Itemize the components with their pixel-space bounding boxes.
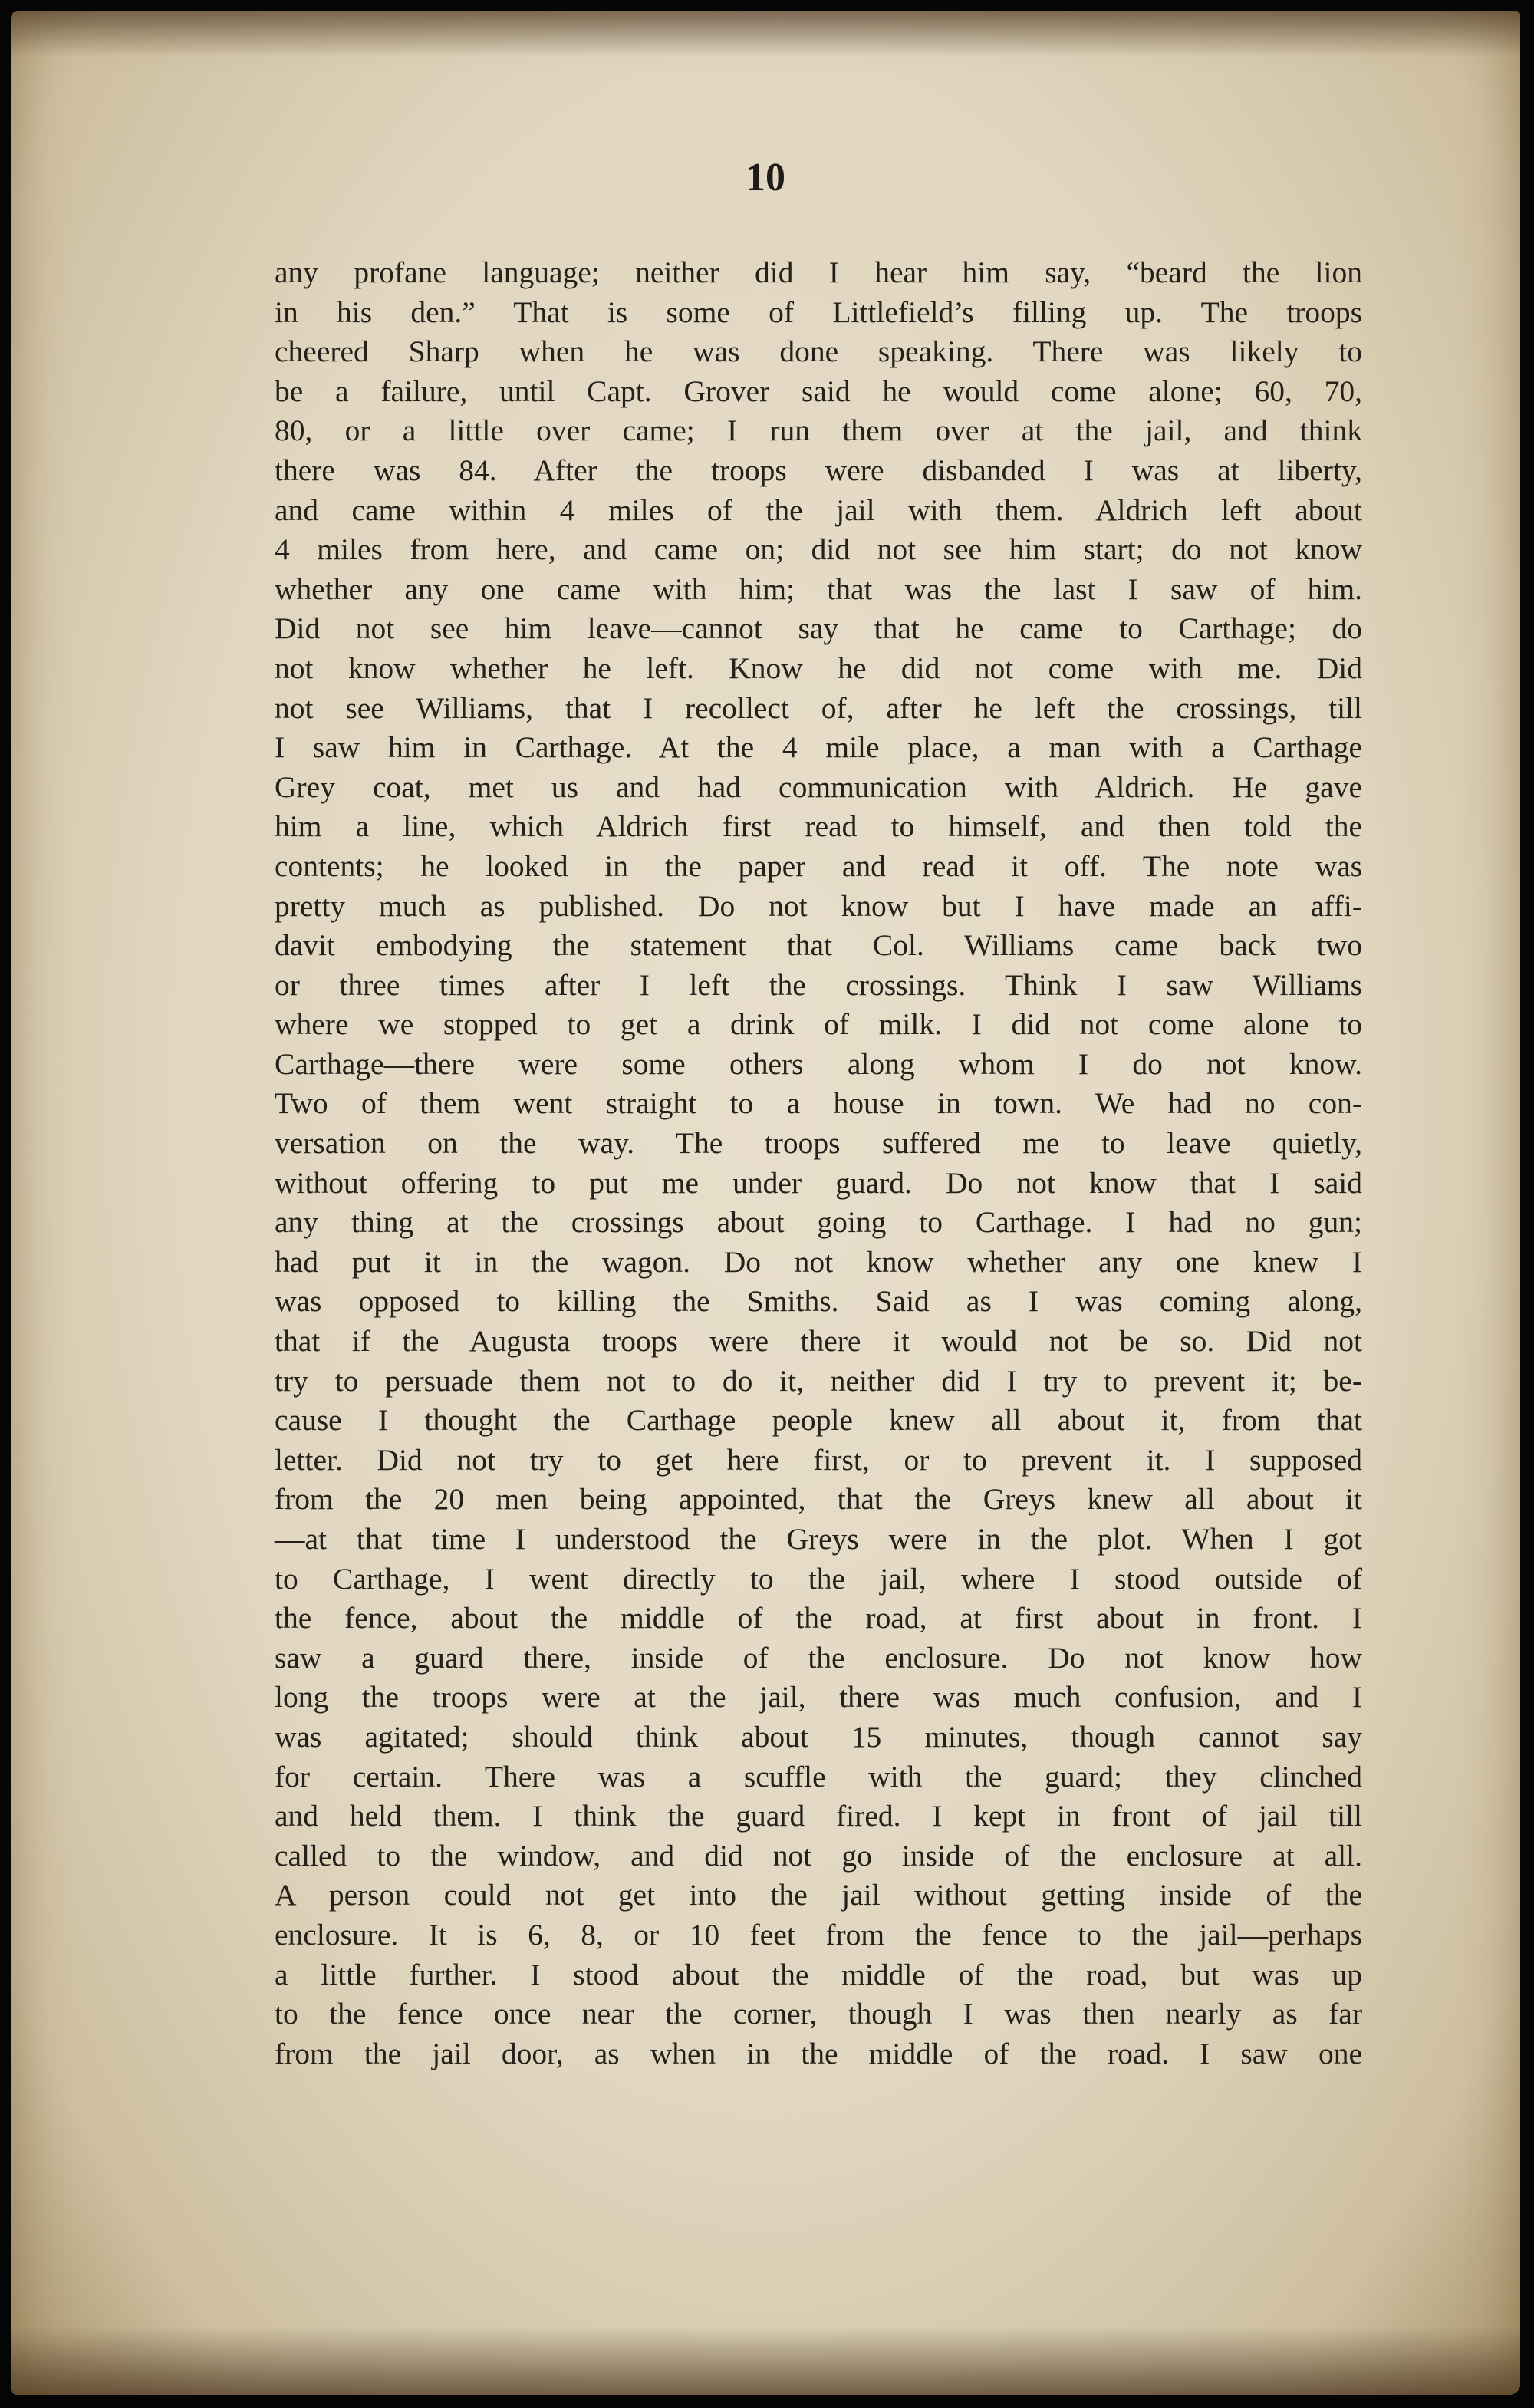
body-text	[275, 253, 1362, 2074]
text-line: Two of them went straight to a house in town. We had no con-	[275, 1086, 1362, 1121]
text-line: that if the Augusta troops were there it would not be so. Did not	[275, 1324, 1362, 1359]
text-line: there was 84. After the troops were disbanded I was at liberty,	[275, 453, 1362, 487]
text-line: or three times after I left the crossings. Think I saw Williams	[275, 967, 1362, 1002]
text-line: whether any one came with him; that was the last I saw of him.	[275, 572, 1362, 606]
text-line: pretty much as published. Do not know but I have made an affi-	[275, 888, 1362, 923]
page-bottom-edge	[11, 2326, 1520, 2395]
text-line: was opposed to killing the Smiths. Said as I was coming along,	[275, 1284, 1362, 1319]
page-number: 10	[746, 156, 785, 199]
text-line: Grey coat, met us and had communication with Aldrich. He gave	[275, 769, 1362, 804]
text-line: contents; he looked in the paper and read it off. The note was	[275, 848, 1362, 883]
text-line: enclosure. It is 6, 8, or 10 feet from the fence to the jail—perhaps	[275, 1917, 1362, 1952]
text-line: a little further. I stood about the middle of the road, but was up	[275, 1957, 1362, 1991]
text-line: without offering to put me under guard. Do not know that I said	[275, 1165, 1362, 1200]
text-line: —at that time I understood the Greys were in the plot. When I got	[275, 1522, 1362, 1556]
text-line: try to persuade them not to do it, neither did I try to prevent it; be-	[275, 1363, 1362, 1398]
text-line: to the fence once near the corner, though I was then nearly as far	[275, 1997, 1362, 2031]
text-line: any thing at the crossings about going to Carthage. I had no gun;	[275, 1205, 1362, 1240]
text-line: not know whether he left. Know he did not come with me. Did	[275, 651, 1362, 685]
text-line: him a line, which Aldrich first read to himself, and then told the	[275, 809, 1362, 844]
text-line: A person could not get into the jail without getting inside of the	[275, 1878, 1362, 1912]
text-line: davit embodying the statement that Col. Williams came back two	[275, 928, 1362, 963]
text-line: versation on the way. The troops suffered me to leave quietly,	[275, 1126, 1362, 1161]
text-line: Carthage—there were some others along whom I do not know.	[275, 1046, 1362, 1081]
text-line: be a failure, until Capt. Grover said he would come alone; 60, 70,	[275, 374, 1362, 408]
text-line: for certain. There was a scuffle with the guard; they clinched	[275, 1759, 1362, 1794]
text-line: had put it in the wagon. Do not know whether any one knew I	[275, 1244, 1362, 1279]
book-page	[11, 11, 1520, 2395]
text-line: from the jail door, as when in the middle of the road. I saw one	[275, 2036, 1362, 2070]
text-line: and held them. I think the guard fired. I kept in front of jail till	[275, 1799, 1362, 1833]
text-line: 4 miles from here, and came on; did not see him start; do not know	[275, 532, 1362, 567]
page-top-edge	[11, 11, 1520, 57]
text-line: letter. Did not try to get here first, or to prevent it. I supposed	[275, 1442, 1362, 1477]
text-line: I saw him in Carthage. At the 4 mile place, a man with a Carthage	[275, 730, 1362, 765]
text-line: from the 20 men being appointed, that the Greys knew all about it	[275, 1482, 1362, 1517]
text-line: where we stopped to get a drink of milk. I did not come alone to	[275, 1007, 1362, 1042]
text-line: cheered Sharp when he was done speaking. There was likely to	[275, 334, 1362, 369]
text-line: in his den.” That is some of Littlefield’s filling up. The troops	[275, 295, 1362, 329]
text-line: to Carthage, I went directly to the jail, where I stood outside of	[275, 1561, 1362, 1596]
text-line: saw a guard there, inside of the enclosure. Do not know how	[275, 1640, 1362, 1675]
text-line: any profane language; neither did I hear him say, “beard the lion	[275, 255, 1362, 289]
text-line: the fence, about the middle of the road, at first about in front. I	[275, 1601, 1362, 1636]
text-line: cause I thought the Carthage people knew all about it, from that	[275, 1403, 1362, 1438]
text-line: called to the window, and did not go inside of the enclosure at all.	[275, 1838, 1362, 1873]
text-line: long the troops were at the jail, there was much confusion, and I	[275, 1680, 1362, 1715]
text-line: Did not see him leave—cannot say that he came to Carthage; do	[275, 611, 1362, 646]
text-line: was agitated; should think about 15 minutes, though cannot say	[275, 1719, 1362, 1754]
text-line: not see Williams, that I recollect of, after he left the crossings, till	[275, 690, 1362, 725]
text-line: 80, or a little over came; I run them over at the jail, and think	[275, 413, 1362, 448]
text-line: and came within 4 miles of the jail with them. Aldrich left about	[275, 492, 1362, 527]
